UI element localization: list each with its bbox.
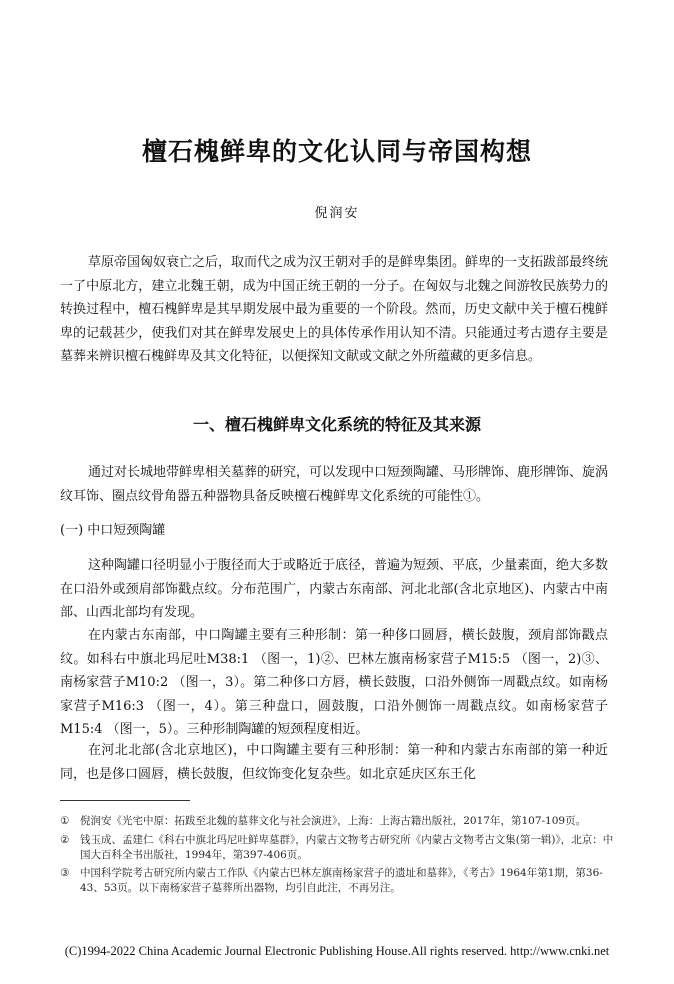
section-paragraph-4: 在河北北部(含北京地区)，中口陶罐主要有三种形制：第一种和内蒙古东南部的第一种近同，也是侈口圆唇，横长鼓腹，但纹饰变化复杂些。如北京延庆区东王化 xyxy=(60,743,608,782)
article-title: 檀石槐鲜卑的文化认同与帝国构想 xyxy=(141,137,532,166)
footnote-divider xyxy=(60,800,190,801)
section-paragraph-3: 在内蒙古东南部，中口陶罐主要有三种形制：第一种侈口圆唇，横长鼓腹，颈肩部饰戳点纹。如科右中旗北玛尼吐M38:1 （图一，1)②、巴林左旗南杨家营子M15:5 （图一，2)③、南杨家营子M10:2 （图一，3）。第二种侈口方唇，横长鼓腹，口沿外侧饰一周戳点纹。如南杨家营子M16:3 （图一，4）。第三种盘口，圆鼓腹，口沿外侧饰一周戳点纹。如南杨家营子M15:4 （图一，5）。三种形制陶罐的短颈程度相近。 xyxy=(60,628,608,737)
section-paragraph-2: 这种陶罐口径明显小于腹径而大于或略近于底径，普遍为短颈、平底，少量素面，绝大多数在口沿外或颈肩部饰戳点纹。分布范围广，内蒙古东南部、河北北部(含北京地区)、内蒙古中南部、山西北部均有发现。 xyxy=(60,558,609,620)
intro-paragraph: 草原帝国匈奴衰亡之后，取而代之成为汉王朝对手的是鲜卑集团。鲜卑的一支拓跋部最终统一了中原北方，建立北魏王朝，成为中国正统王朝的一分子。在匈奴与北魏之间游牧民族势力的转换过程中，檀石槐鲜卑是其早期发展中最为重要的一个阶段。然而，历史文献中关于檀石槐鲜卑的记载甚少，使我们对其在鲜卑发展史上的具体传承作用认知不清。只能通过考古遗存主要是墓葬来辨识檀石槐鲜卑及其文化特征，以便探知文献或文献之外所蕴藏的更多信息。 xyxy=(60,255,609,364)
subsection-heading: (一) 中口短颈陶罐 xyxy=(60,523,166,538)
footnote-text: 钱玉成、孟建仁《科右中旗北玛尼吐鲜卑墓群》，内蒙古文物考古研究所《内蒙古文物考古文集(第一辑)》，北京：中国大百科全书出版社，1994年，第397-406页。 xyxy=(80,834,614,861)
author-name: 倪润安 xyxy=(314,206,360,221)
copyright-notice: (C)1994-2022 China Academic Journal Electronic Publishing House.All rights reserved. http://www.cnki.net xyxy=(64,944,610,958)
footnote-number: ② xyxy=(60,834,70,846)
section-paragraph-1: 通过对长城地带鲜卑相关墓葬的研究，可以发现中口短颈陶罐、马形牌饰、鹿形牌饰、旋涡纹耳饰、圈点纹骨角器五种器物具备反映檀石槐鲜卑文化系统的可能性①。 xyxy=(60,465,609,504)
footnote-text: 中国科学院考古研究所内蒙古工作队《内蒙古巴林左旗南杨家营子的遗址和墓葬》，《考古》1964年第1期，第36-43、53页。以下南杨家营子墓葬所出器物，均引自此注，不再另注。 xyxy=(80,867,603,894)
footnote-text: 倪润安《光宅中原：拓跋至北魏的墓葬文化与社会演进》，上海：上海古籍出版社，2017年，第107-109页。 xyxy=(80,815,587,827)
section-heading: 一、檀石槐鲜卑文化系统的特征及其来源 xyxy=(192,415,481,434)
footnote-2 xyxy=(60,833,620,863)
footnote-1 xyxy=(60,814,620,829)
footnote-3 xyxy=(60,866,620,896)
footnote-number: ① xyxy=(60,815,70,827)
footnote-number: ③ xyxy=(60,867,70,879)
